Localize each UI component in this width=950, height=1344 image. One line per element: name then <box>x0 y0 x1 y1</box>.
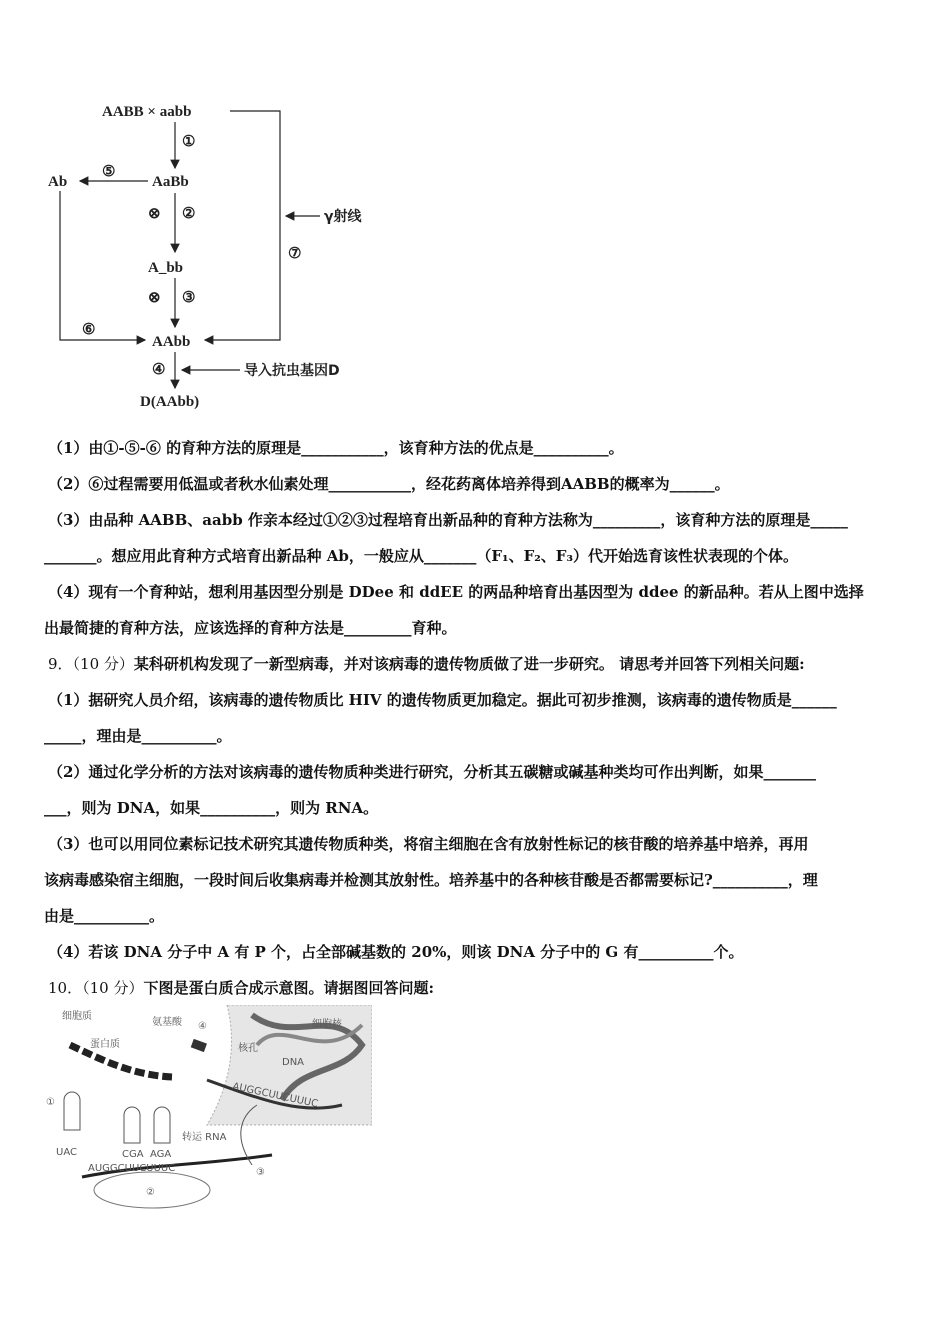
trna-a <box>124 1107 140 1143</box>
label-1: ① <box>46 1097 55 1108</box>
q9-heading <box>48 646 910 682</box>
q9-part3-b: 该病毒感染宿主细胞，一段时间后收集病毒并检测其放射性。培养基中的各种核苷酸是否都需要标记?__________，理 <box>44 871 818 889</box>
haploid-label: Ab <box>48 174 68 190</box>
dna-label: DNA <box>282 1057 305 1068</box>
q8-part4-b: 出最简捷的育种方法，应该选择的育种方法是_________育种。 <box>44 619 457 637</box>
polypeptide-chain <box>70 1045 172 1077</box>
parents-label: AABB × aabb <box>102 104 192 120</box>
q8-part4-a: （4）现有一个育种站，想利用基因型分别是 DDee 和 ddEE 的两品种培育出基因型为 ddee 的新品种。若从上图中选择 <box>48 583 864 601</box>
step3-label: ③ <box>182 290 196 306</box>
q10-number: 10． <box>48 979 83 997</box>
mrna-seq-nucleus: AUGGCUUCUUUC <box>231 1081 319 1111</box>
a-bb-label: A_bb <box>148 260 184 276</box>
q9-part3-c: 由是__________。 <box>44 907 165 925</box>
final-variety-label: D(AAbb) <box>140 394 200 410</box>
trna-label: 转运 RNA <box>182 1132 227 1143</box>
q8-part2: （2）⑥过程需要用低温或者秋水仙素处理___________，经花药离体培养得到AABB的概率为______。 <box>48 475 730 493</box>
trna-a-anticodon: CGA <box>122 1149 144 1160</box>
free-trna-anticodon: UAC <box>56 1147 77 1158</box>
free-trna <box>64 1092 80 1130</box>
q9-part1-a: （1）据研究人员介绍，该病毒的遗传物质比 HIV 的遗传物质更加稳定。据此可初步推测，该病毒的遗传物质是______ <box>48 691 837 709</box>
q9-part3-a: （3）也可以用同位素标记技术研究其遗传物质种类，将宿主细胞在含有放射性标记的核苷酸的培养基中培养，再用 <box>48 835 809 853</box>
f1-label: AaBb <box>152 174 189 190</box>
step7-label: ⑦ <box>288 246 302 262</box>
trna-b <box>154 1107 170 1143</box>
question-body <box>44 430 910 1006</box>
label-3: ③ <box>256 1167 265 1178</box>
step6-label: ⑥ <box>82 322 96 338</box>
q9-number: 9． <box>48 655 73 673</box>
q9-part2-b: ___，则为 DNA，如果__________，则为 RNA。 <box>44 799 379 817</box>
protein-label: 蛋白质 <box>90 1039 120 1050</box>
nucleus-label: 细胞核 <box>312 1019 342 1030</box>
q9-part2-a: （2）通过化学分析的方法对该病毒的遗传物质种类进行研究，分析其五碳糖或碱基种类均可作出判断，如果_______ <box>48 763 816 781</box>
q10-heading <box>48 970 910 1006</box>
free-amino-acid <box>191 1039 207 1052</box>
selfing-symbol-2: ⊗ <box>148 290 161 306</box>
arrow-step7 <box>205 111 280 340</box>
q8-part1: （1）由①-⑤-⑥ 的育种方法的原理是___________，该育种方法的优点是__________。 <box>48 439 624 457</box>
step1-label: ① <box>182 134 196 150</box>
q10-title: 下图是蛋白质合成示意图。请据图回答问题: <box>143 979 434 997</box>
q9-part1-b: _____，理由是__________。 <box>44 727 232 745</box>
q8-part3-b: _______。想应用此育种方式培育出新品种 Ab，一般应从_______（F₁、F₂、F₃）代开始选育该性状表现的个体。 <box>44 547 799 565</box>
trna-b-anticodon: AGA <box>150 1149 172 1160</box>
label-4: ④ <box>198 1021 207 1032</box>
q8-part3-a: （3）由品种 AABB、aabb 作亲本经过①②③过程培育出新品种的育种方法称为_________，该育种方法的原理是_____ <box>48 511 848 529</box>
cytoplasm-label: 细胞质 <box>62 1011 92 1022</box>
step2-label: ② <box>182 206 196 222</box>
gamma-ray-label: γ射线 <box>324 209 362 225</box>
gene-import-label: 导入抗虫基因D <box>244 363 340 379</box>
amino-acid-label: 氨基酸 <box>152 1017 182 1028</box>
protein-synthesis-figure <box>42 1005 372 1210</box>
step4-label: ④ <box>152 362 166 378</box>
q9-score: （10 分） <box>72 655 134 673</box>
breeding-scheme-diagram <box>40 90 420 420</box>
selfing-symbol-1: ⊗ <box>148 206 161 222</box>
arrow-step6 <box>60 191 145 340</box>
q9-title: 某科研机构发现了一新型病毒，并对该病毒的遗传物质做了进一步研究。 请思考并回答下列相关问题: <box>133 655 805 673</box>
q10-score: （10 分） <box>82 979 144 997</box>
q9-part4: （4）若该 DNA 分子中 A 有 P 个，占全部碱基数的 20%，则该 DNA 分子中的 G 有__________个。 <box>48 943 744 961</box>
step5-label: ⑤ <box>102 164 116 180</box>
mrna-seq: AUGGCUUCUUUC <box>88 1163 176 1174</box>
nuclear-pore-label: 核孔 <box>238 1043 258 1054</box>
label-2: ② <box>146 1187 155 1198</box>
aabb-line-label: AAbb <box>152 334 191 350</box>
